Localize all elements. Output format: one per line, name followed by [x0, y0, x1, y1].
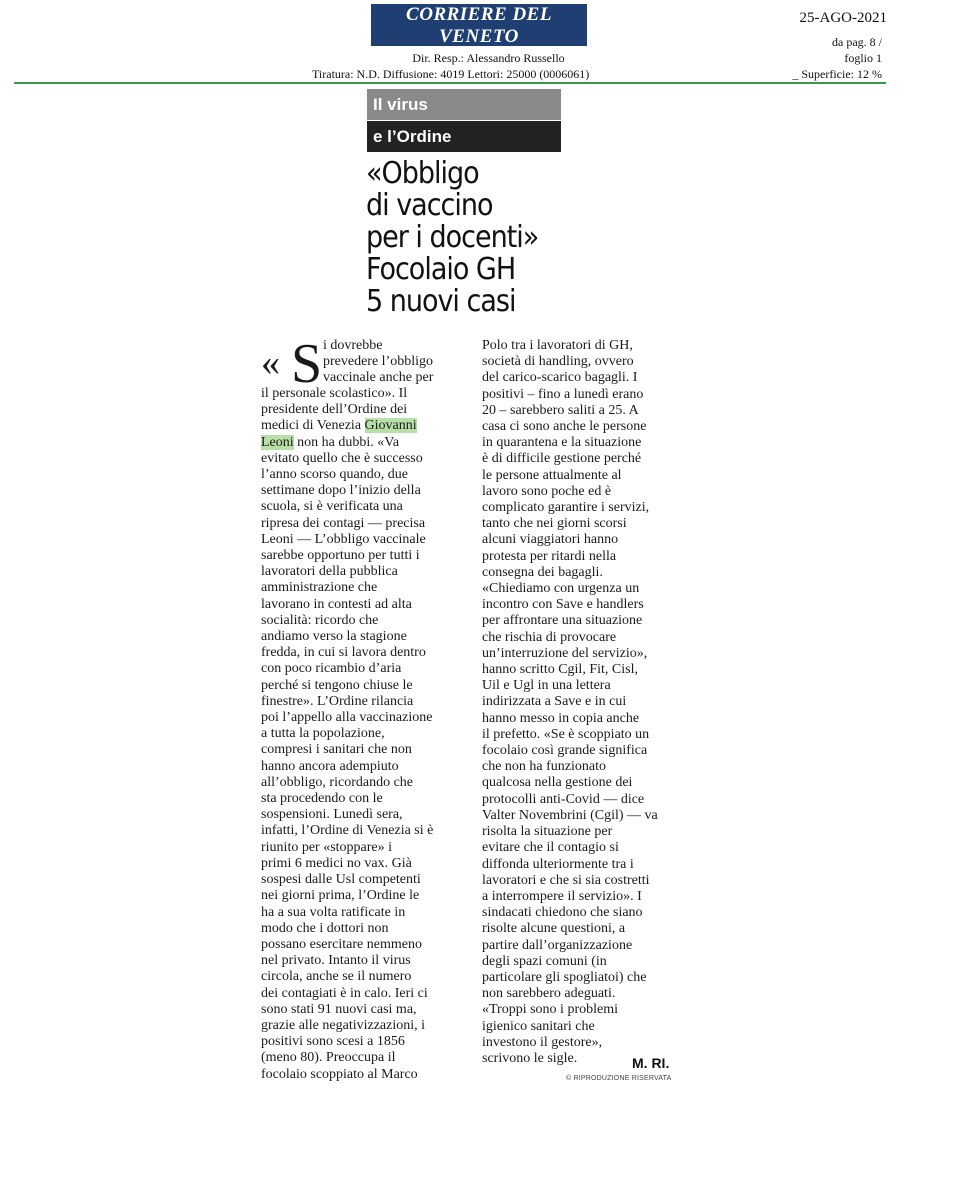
text-line: settimane dopo l’inizio della: [261, 483, 421, 499]
text-line: evitare che il contagio si: [482, 840, 619, 856]
text-line: Uil e Ugl in una lettera: [482, 678, 611, 694]
text-line: positivi – fino a lunedì erano: [482, 386, 644, 402]
text-line: focolaio così grande significa: [482, 743, 648, 759]
newspaper-masthead: [371, 4, 587, 46]
text-line: grazie alle negativizzazioni, i: [261, 1017, 426, 1033]
circulation-line: Tiratura: N.D. Diffusione: 4019 Lettori: 25000 (0006061): [312, 67, 590, 81]
text-line: hanno ancora adempiuto: [261, 758, 399, 774]
drop-cap: S: [291, 333, 323, 395]
text-line: complicato garantire i servizi,: [482, 500, 650, 516]
text-line: fredda, in cui si lavora dentro: [261, 645, 426, 661]
text-line: dei contagiati è in calo. Ieri ci: [261, 985, 428, 1001]
text-line: poi l’appello alla vaccinazione: [261, 710, 433, 726]
text-line: riunito per «stoppare» i: [261, 839, 393, 855]
dropcap-lines: [323, 338, 433, 387]
text-line: a tutta la popolazione,: [261, 726, 385, 742]
highlighted-name: Giovanni: [364, 418, 417, 434]
headline-line: per i docenti»: [366, 220, 539, 255]
opening-quote: «: [261, 342, 280, 384]
text-line: all’obbligo, ricordando che: [261, 774, 414, 790]
text-line: Polo tra i lavoratori di GH,: [482, 338, 633, 353]
text-line: modo che i dottori non: [261, 920, 389, 936]
text-line: hanno messo in copia anche: [482, 710, 640, 726]
text-fragment: medici di Venezia: [261, 418, 365, 434]
headline-line: di vaccino: [366, 188, 493, 223]
text-line: partire dall’organizzazione: [482, 937, 633, 953]
kicker-line-1: Il virus: [367, 89, 561, 120]
text-line: Leoni — L’obbligo vaccinale: [261, 531, 426, 547]
text-line: a interrompere il servizio». I: [482, 888, 642, 904]
text-line: tanto che nei giorni scorsi: [482, 516, 627, 532]
text-line: lavorano in contesti ad alta: [261, 596, 412, 612]
article-headline: [366, 158, 666, 318]
masthead-title: CORRIERE DEL VENETO: [406, 4, 552, 46]
text-line: casa ci sono anche le persone: [482, 419, 647, 435]
text-line: consegna dei bagagli.: [482, 564, 603, 580]
text-line: vaccinale anche per: [323, 370, 434, 386]
text-line: possano esercitare nemmeno: [261, 936, 422, 952]
text-line: nei giorni prima, l’Ordine le: [261, 888, 420, 904]
text-line: «Chiediamo con urgenza un: [482, 581, 640, 597]
text-line: società di handling, ovvero: [482, 354, 634, 370]
text-line: nel privato. Intanto il virus: [261, 953, 411, 969]
text-line: indirizzata a Save e in cui: [482, 694, 627, 710]
header-divider: [14, 82, 886, 84]
text-line: particolare gli spogliatoi) che: [482, 969, 647, 985]
text-line: diffonda ulteriormente tra i: [482, 856, 634, 872]
text-line: primi 6 medici no vax. Già: [261, 855, 412, 871]
text-line: amministrazione che: [261, 580, 378, 596]
column-2-body: [482, 338, 672, 1067]
text-line: in quarantena e la situazione: [482, 435, 642, 451]
text-line: socialità: ricordo che: [261, 612, 379, 628]
text-line: sospensioni. Lunedì sera,: [261, 807, 403, 823]
text-line: igienico sanitari che: [482, 1018, 595, 1034]
text-line: investono il gestore»,: [482, 1034, 603, 1050]
text-line: Valter Novembrini (Cgil) — va: [482, 807, 658, 823]
text-line: presidente dell’Ordine dei: [261, 402, 408, 418]
text-line: che rischia di provocare: [482, 629, 617, 645]
text-line: (meno 80). Preoccupa il: [261, 1050, 396, 1066]
text-line: perché si tengono chiuse le: [261, 677, 413, 693]
text-line: sindacati chiedono che siano: [482, 905, 643, 921]
text-line: lavoro sono poche ed è: [482, 483, 612, 499]
text-line: protesta per ritardi nella: [482, 548, 617, 564]
text-line: incontro con Save e handlers: [482, 597, 644, 613]
text-line: scuola, si è verificata una: [261, 499, 403, 515]
text-line: scrivono le sigle.: [482, 1050, 578, 1066]
text-line: per affrontare una situazione: [482, 613, 643, 629]
sheet-number: foglio 1: [844, 51, 882, 65]
text-line: degli spazi comuni (in: [482, 953, 607, 969]
article-column-1: [261, 333, 473, 1083]
text-line: positivi sono scesi a 1856: [261, 1034, 405, 1050]
text-line: lavoratori della pubblica: [261, 564, 398, 580]
text-line: [261, 435, 473, 451]
text-line: risolte alcune questioni, a: [482, 921, 626, 937]
text-line: sta procedendo con le: [261, 791, 383, 807]
text-line: 20 – sarebbero saliti a 25. A: [482, 402, 639, 418]
issue-date: 25-AGO-2021: [799, 10, 887, 26]
text-line: alcuni viaggiatori hanno: [482, 532, 619, 548]
text-line: protocolli anti-Covid — dice: [482, 791, 645, 807]
text-line: con poco ricambio d’aria: [261, 661, 402, 677]
page-number: da pag. 8 /: [832, 35, 882, 49]
highlighted-name: Leoni: [261, 434, 294, 450]
text-line: «Troppi sono i problemi: [482, 1002, 618, 1018]
text-line: il prefetto. «Se è scoppiato un: [482, 726, 650, 742]
text-line: che non ha funzionato: [482, 759, 607, 775]
text-line: sarebbe opportuno per tutti i: [261, 548, 420, 564]
text-line: un’interruzione del servizio»,: [482, 645, 648, 661]
text-line: focolaio scoppiato al Marco: [261, 1066, 418, 1082]
text-line: il personale scolastico». Il: [261, 386, 408, 401]
text-line: i dovrebbe: [323, 338, 383, 353]
text-line: lavoratori e che si sia costretti: [482, 872, 650, 888]
text-line: [261, 418, 473, 434]
text-line: sospesi dalle Usl competenti: [261, 872, 421, 888]
text-line: infatti, l’Ordine di Venezia si è: [261, 823, 434, 839]
headline-line: Focolaio GH: [366, 252, 516, 287]
page-info: [792, 34, 882, 82]
article-column-2: [482, 338, 672, 1067]
headline-line: 5 nuovi casi: [366, 284, 516, 319]
column-1-body: [261, 451, 473, 1083]
author-signature: M. RI.: [632, 1055, 670, 1071]
headline-line: «Obbligo: [366, 156, 479, 191]
text-line: hanno scritto Cgil, Fit, Cisl,: [482, 662, 638, 678]
text-line: sono stati 91 nuovi casi ma,: [261, 1001, 417, 1017]
text-line: risolta la situazione per: [482, 824, 613, 840]
text-line: del carico-scarico bagagli. I: [482, 370, 638, 386]
text-fragment: non ha dubbi. «Va: [293, 434, 400, 450]
text-line: è di difficile gestione perché: [482, 451, 642, 467]
text-line: non sarebbero adeguati.: [482, 986, 616, 1002]
text-line: prevedere l’obbligo: [323, 354, 434, 370]
text-line: andiamo verso la stagione: [261, 629, 407, 645]
surface-percent: _ Superficie: 12 %: [792, 67, 882, 81]
text-line: le persone attualmente al: [482, 467, 622, 483]
text-line: l’anno scorso quando, due: [261, 467, 408, 483]
text-line: compresi i sanitari che non: [261, 742, 412, 758]
text-line: qualcosa nella gestione dei: [482, 775, 633, 791]
text-line: finestre». L’Ordine rilancia: [261, 693, 414, 709]
text-line: circola, anche se il numero: [261, 969, 412, 985]
text-line: evitato quello che è successo: [261, 450, 423, 466]
director-line: Dir. Resp.: Alessandro Russello: [412, 51, 565, 65]
text-line: ha a sua volta ratificate in: [261, 904, 406, 920]
rights-notice: © RIPRODUZIONE RISERVATA: [566, 1075, 672, 1082]
text-line: ripresa dei contagi — precisa: [261, 515, 426, 531]
kicker-line-2: e l’Ordine: [367, 121, 561, 152]
